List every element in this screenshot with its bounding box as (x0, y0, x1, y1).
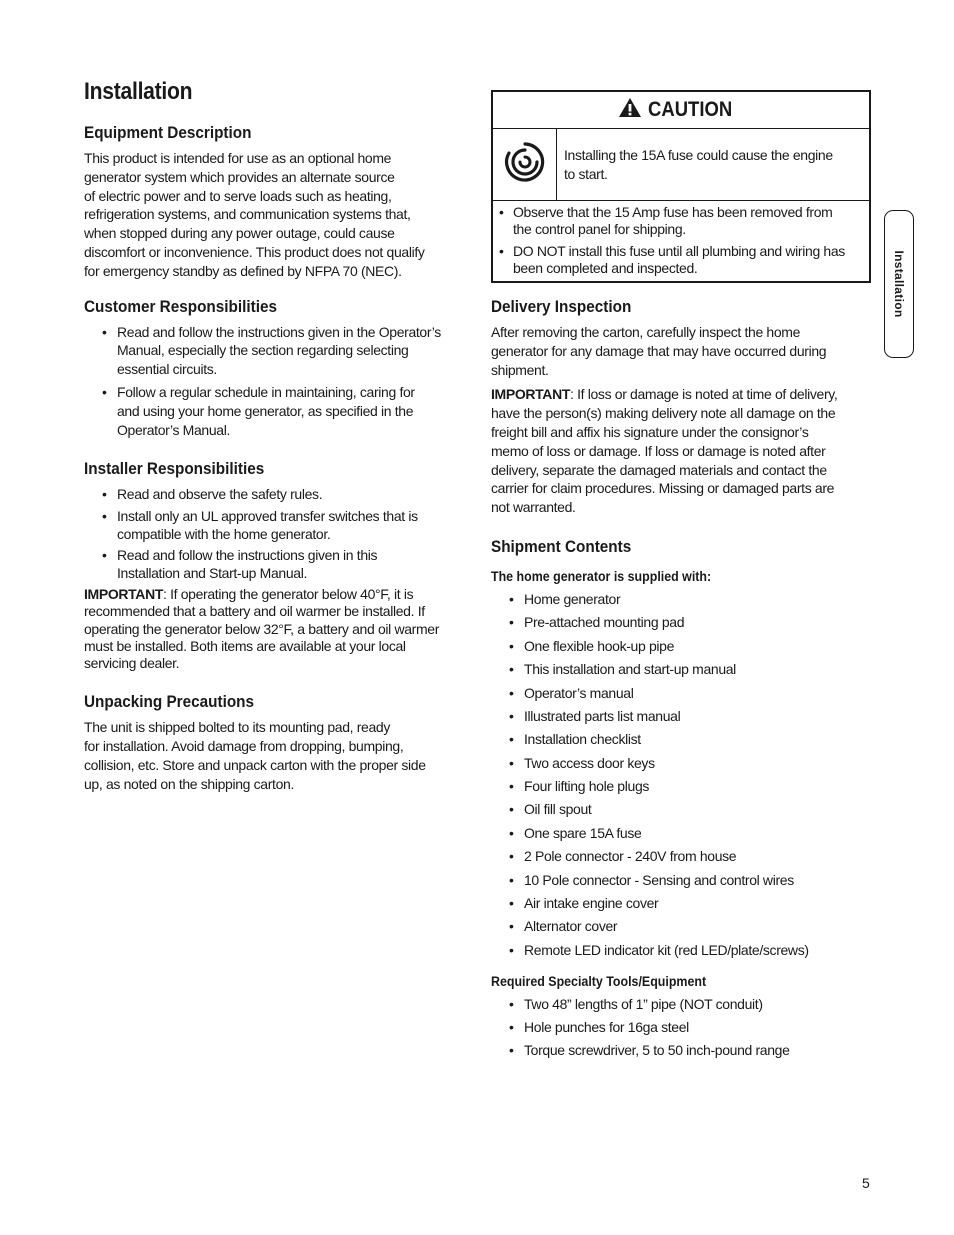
list-item-line: Follow a regular schedule in maintaining, caring for (117, 383, 415, 400)
equipment-paragraph (84, 149, 464, 281)
bullet: • (509, 871, 514, 888)
list-item-line: the control panel for shipping. (513, 221, 686, 237)
equipment-line: generator system which provides an alternate source (84, 168, 395, 185)
bullet: • (102, 383, 107, 400)
delivery-line: After removing the carton, carefully inspect the home (491, 324, 801, 340)
important-line: servicing dealer. (84, 654, 180, 671)
list-item-text: Illustrated parts list manual (524, 707, 681, 724)
list-item-line: and using your home generator, as specified in the (117, 402, 414, 419)
list-item (102, 508, 464, 543)
important-line: have the person(s) making delivery note all damage on the (491, 405, 836, 422)
caution-header (493, 92, 869, 129)
delivery-important (491, 385, 871, 517)
bullet: • (509, 637, 514, 654)
important-line: memo of loss or damage. If loss or damage is noted after (491, 442, 826, 459)
delivery-line: generator for any damage that may have occurred during (491, 342, 827, 359)
list-item-text: Hole punches for 16ga steel (524, 1019, 689, 1036)
bullet: • (509, 778, 514, 795)
bullet: • (509, 590, 514, 607)
list-item-text: Torque screwdriver, 5 to 50 inch-pound range (524, 1042, 790, 1059)
list-item-text: Alternator cover (524, 918, 618, 935)
list-item-text: Remote LED indicator kit (red LED/plate/screws) (524, 941, 809, 958)
bullet: • (509, 614, 514, 631)
list-item (509, 894, 871, 913)
list-item-text: 2 Pole connector - 240V from house (524, 848, 737, 865)
bullet: • (509, 684, 514, 701)
caution-message-row (493, 129, 869, 201)
list-item-line: Read and observe the safety rules. (117, 486, 323, 503)
important-line: : If operating the generator below 40°F, it is (163, 586, 414, 603)
list-item-text: 10 Pole connector - Sensing and control wires (524, 871, 794, 888)
list-item-line: Operator’s Manual. (117, 421, 231, 438)
important-line: carrier for claim procedures. Missing or damaged parts are (491, 480, 835, 497)
important-label: IMPORTANT (84, 586, 164, 603)
list-item-text: Installation checklist (524, 731, 641, 748)
list-item (102, 485, 464, 504)
list-item-text: Air intake engine cover (524, 895, 659, 912)
equipment-line: discomfort or inconvenience. This product does not qualify (84, 243, 425, 260)
right-column (491, 90, 871, 1074)
list-item-line: Manual, especially the section regarding selecting (117, 342, 409, 359)
list-item (509, 730, 871, 749)
list-item (509, 917, 871, 936)
shipment-subheading: The home generator is supplied with: (491, 568, 712, 584)
delivery-paragraph (491, 323, 871, 379)
list-item (509, 800, 871, 819)
list-item (509, 847, 871, 866)
equipment-line: This product is intended for use as an optional home (84, 150, 392, 166)
list-item-text: Four lifting hole plugs (524, 778, 650, 795)
equipment-line: for emergency standby as defined by NFPA 70 (NEC). (84, 262, 402, 279)
list-item (102, 383, 464, 439)
list-item (509, 613, 871, 632)
bullet: • (509, 1042, 514, 1059)
list-item-text: Home generator (524, 590, 621, 607)
side-tab-label: Installation (892, 250, 906, 318)
unpacking-line: up, as noted on the shipping carton. (84, 775, 295, 792)
important-label: IMPORTANT (491, 386, 571, 403)
caution-message-line: to start. (564, 166, 608, 182)
caution-list (493, 201, 869, 281)
list-item-line: DO NOT install this fuse until all plumbing and wiring has (513, 243, 845, 259)
list-item (499, 204, 863, 238)
delivery-line: shipment. (491, 361, 549, 378)
list-item (509, 660, 871, 679)
bullet: • (499, 204, 504, 220)
list-item-line: Read and follow the instructions given in the Operator’s (117, 323, 441, 340)
bullet: • (102, 508, 107, 525)
bullet: • (509, 918, 514, 935)
customer-list (102, 323, 464, 440)
shipment-heading: Shipment Contents (491, 536, 632, 556)
bullet: • (509, 754, 514, 771)
shipment-list (509, 590, 871, 960)
list-item-text: Two access door keys (524, 754, 655, 771)
caution-icon-cell (493, 129, 557, 200)
section-side-tab (884, 210, 914, 358)
equipment-line: when stopped during any power outage, could cause (84, 225, 395, 242)
tools-list (509, 995, 871, 1061)
important-line: operating the generator below 32°F, a battery and oil warmer (84, 620, 440, 637)
delivery-heading: Delivery Inspection (491, 297, 632, 316)
list-item (509, 941, 871, 960)
important-line: : If loss or damage is noted at time of delivery, (570, 386, 838, 403)
list-item (509, 637, 871, 656)
bullet: • (509, 1019, 514, 1036)
unpacking-line: collision, etc. Store and unpack carton with the proper side (84, 756, 426, 773)
list-item-text: Oil fill spout (524, 801, 592, 818)
list-item-line: Install only an UL approved transfer switches that is (117, 508, 418, 525)
list-item (509, 707, 871, 726)
important-line: must be installed. Both items are available at your local (84, 637, 406, 654)
list-item (509, 777, 871, 796)
bullet: • (509, 731, 514, 748)
unpacking-paragraph (84, 718, 464, 793)
list-item (499, 243, 863, 277)
list-item-line: Observe that the 15 Amp fuse has been removed from (513, 204, 833, 220)
list-item-text: Operator’s manual (524, 684, 634, 701)
unpacking-heading: Unpacking Precautions (84, 692, 255, 712)
list-item (509, 871, 871, 890)
list-item (509, 824, 871, 843)
list-item (102, 547, 464, 582)
bullet: • (509, 895, 514, 912)
rotating-engine-icon (503, 140, 547, 189)
installer-list (102, 485, 464, 582)
equipment-line: refrigeration systems, and communication systems that, (84, 206, 411, 223)
warning-triangle-icon (618, 97, 642, 123)
bullet: • (509, 995, 514, 1012)
customer-heading: Customer Responsibilities (84, 296, 277, 316)
equipment-line: of electric power and to serve loads such as heating, (84, 187, 392, 204)
list-item-line: been completed and inspected. (513, 260, 698, 276)
list-item (509, 1041, 871, 1060)
list-item (509, 684, 871, 703)
list-item (509, 995, 871, 1014)
important-line: recommended that a battery and oil warmer be installed. If (84, 603, 425, 620)
caution-box (491, 90, 871, 283)
left-column (84, 78, 464, 809)
bullet: • (509, 848, 514, 865)
list-item (509, 590, 871, 609)
unpacking-line: for installation. Avoid damage from dropping, bumping, (84, 737, 404, 754)
bullet: • (509, 707, 514, 724)
bullet: • (509, 941, 514, 958)
bullet: • (102, 323, 107, 340)
bullet: • (102, 486, 107, 503)
list-item-text: One spare 15A fuse (524, 824, 642, 841)
list-item-line: Installation and Start-up Manual. (117, 564, 308, 581)
list-item-line: compatible with the home generator. (117, 525, 331, 542)
tools-heading: Required Specialty Tools/Equipment (491, 973, 707, 989)
installer-heading: Installer Responsibilities (84, 459, 265, 479)
list-item-line: essential circuits. (117, 361, 217, 378)
list-item (509, 1018, 871, 1037)
list-item-line: Read and follow the instructions given in this (117, 547, 378, 564)
bullet: • (102, 547, 107, 564)
page-title: Installation (84, 78, 193, 105)
installer-important (84, 586, 464, 672)
list-item-text: Pre-attached mounting pad (524, 614, 685, 631)
bullet: • (509, 661, 514, 678)
important-line: delivery, separate the damaged materials and contact the (491, 461, 827, 478)
page-number: 5 (862, 1175, 870, 1191)
equipment-heading: Equipment Description (84, 123, 252, 142)
bullet: • (509, 824, 514, 841)
caution-message (557, 129, 869, 200)
bullet: • (499, 243, 504, 259)
list-item (509, 754, 871, 773)
list-item-text: This installation and start-up manual (524, 661, 736, 678)
caution-message-line: Installing the 15A fuse could cause the engine (564, 147, 833, 163)
caution-title: CAUTION (648, 98, 733, 121)
bullet: • (509, 801, 514, 818)
list-item-text: Two 48” lengths of 1” pipe (NOT conduit) (524, 995, 763, 1012)
unpacking-line: The unit is shipped bolted to its mounting pad, ready (84, 719, 390, 736)
list-item-text: One flexible hook-up pipe (524, 637, 675, 654)
list-item (102, 323, 464, 379)
important-line: not warranted. (491, 499, 576, 516)
important-line: freight bill and affix his signature under the consignor’s (491, 423, 809, 440)
